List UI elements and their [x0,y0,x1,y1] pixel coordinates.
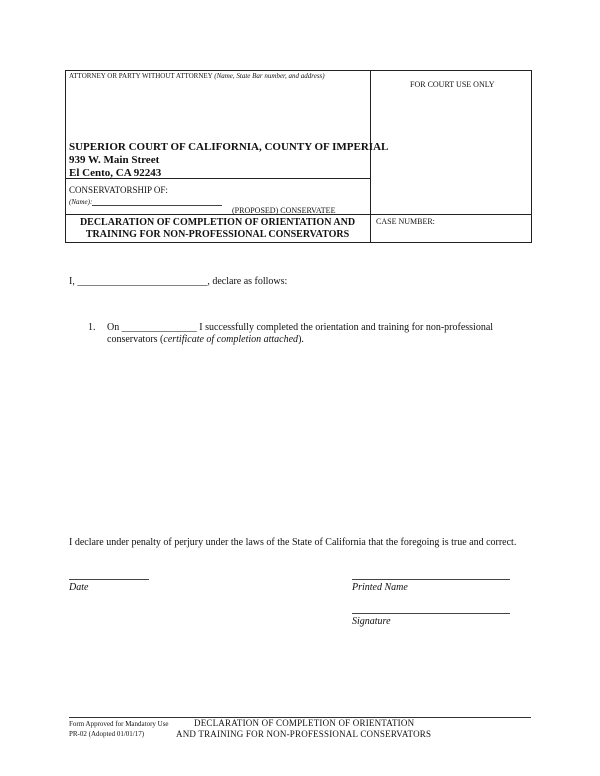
date-label: Date [69,582,89,593]
footer-title-line-1: DECLARATION OF COMPLETION OF ORIENTATION [194,718,415,728]
footer-form-id: PR-02 (Adopted 01/01/17) [69,730,145,738]
footer-title [176,718,431,740]
printed-name-line[interactable] [352,579,510,580]
court-name: SUPERIOR COURT OF CALIFORNIA, COUNTY OF IMPERIAL [69,141,389,153]
item-number: 1. [88,322,96,333]
court-street: 939 W. Main Street [69,154,160,166]
form-title [65,217,370,241]
conservatee-name-label: (Name): [69,198,93,206]
item-one: On _______________ I successfully completed the orientation and training for non-professional conservators (certificate of completion attached). [107,322,494,345]
conservatee-name-field[interactable] [92,205,222,206]
form-title-line-1: DECLARATION OF COMPLETION OF ORIENTATION AND [79,217,356,228]
case-number-label: CASE NUMBER: [376,217,435,226]
attorney-label: ATTORNEY OR PARTY WITHOUT ATTORNEY (Name, State Bar number, and address) [69,72,325,80]
signature-line[interactable] [352,613,510,614]
printed-name-label: Printed Name [352,582,408,593]
declarant-name-field[interactable]: __________________________ [77,276,208,287]
proposed-conservatee-label: (PROPOSED) CONSERVATEE [232,206,336,215]
declarant-statement: I, __________________________, declare as follows: [69,276,288,287]
date-line[interactable] [69,579,149,580]
footer-title-line-2: AND TRAINING FOR NON-PROFESSIONAL CONSERVATORS [176,729,432,739]
footer-approved: Form Approved for Mandatory Use [69,720,169,728]
completion-date-field[interactable]: _______________ [121,322,197,333]
court-city: El Cento, CA 92243 [69,167,162,179]
court-address [69,141,388,180]
footer-left [69,719,169,739]
form-title-line-2: TRAINING FOR NON-PROFESSIONAL CONSERVATORS [85,229,350,240]
signature-label: Signature [352,616,391,627]
conservatorship-label: CONSERVATORSHIP OF: [69,185,168,195]
perjury-statement: I declare under penalty of perjury under the laws of the State of California that the foregoing is true and correct. [69,537,517,548]
court-use-label: FOR COURT USE ONLY [410,80,495,89]
